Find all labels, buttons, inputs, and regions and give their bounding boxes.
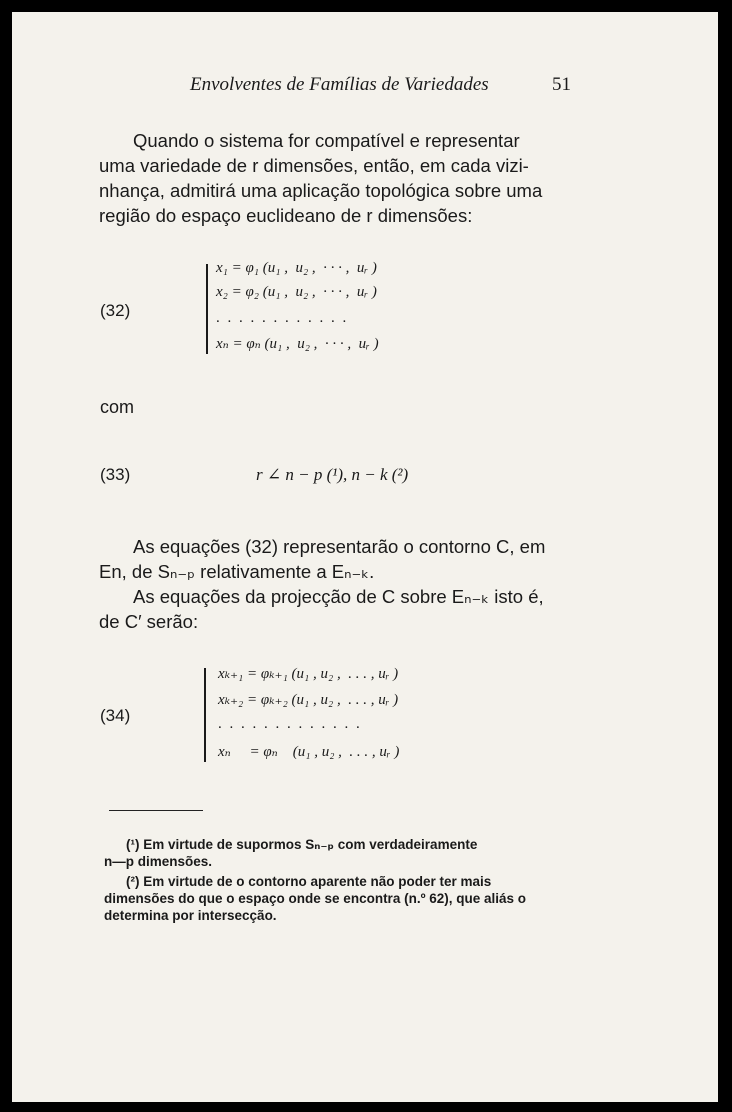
paragraph-2-line: As equações (32) representarão o contorno C, em <box>133 536 546 557</box>
equation-32-system <box>206 260 446 360</box>
equation-row: x₁ = φ₁ (u₁ , u₂ , · · · , uᵣ ) <box>216 260 377 276</box>
equation-32-number: (32) <box>100 301 131 320</box>
paragraph-1-line: uma variedade de r dimensões, então, em cada vizi- <box>99 155 529 176</box>
footnote-2 <box>104 873 578 924</box>
equation-row: xₙ = φₙ (u₁ , u₂ , . . . , uᵣ ) <box>218 744 400 760</box>
paragraph-1-line: nhança, admitirá uma aplicação topológica sobre uma <box>99 180 543 201</box>
equation-32-brace <box>206 264 208 354</box>
footnote-line: n—p dimensões. <box>104 854 213 869</box>
paragraph-2-line: En, de Sₙ₋ₚ relativamente a Eₙ₋ₖ. <box>99 561 375 582</box>
book-page <box>12 12 718 1102</box>
equation-row: x₂ = φ₂ (u₁ , u₂ , · · · , uᵣ ) <box>216 284 377 300</box>
equation-33-number: (33) <box>100 465 131 484</box>
paragraph-2 <box>99 534 591 634</box>
paragraph-1-line: Quando o sistema for compatível e representar <box>133 130 520 151</box>
equation-row: xₖ₊₂ = φₖ₊₂ (u₁ , u₂ , . . . , uᵣ ) <box>218 692 399 708</box>
running-header-title: Envolventes de Famílias de Variedades <box>190 74 489 95</box>
paragraph-1-line: região do espaço euclideano de r dimensões: <box>99 205 473 226</box>
equation-34-brace <box>204 668 206 762</box>
footnote-line: (¹) Em virtude de supormos Sₙ₋ₚ com verdadeiramente <box>126 837 478 852</box>
footnote-line: determina por intersecção. <box>104 908 277 923</box>
page-number: 51 <box>552 74 571 95</box>
equation-33-expression: r ∠ n − p (¹), n − k (²) <box>256 465 409 484</box>
connector-word: com <box>100 397 135 417</box>
footnote-separator <box>109 810 203 811</box>
equation-34-system <box>204 664 474 768</box>
paragraph-1 <box>99 128 591 228</box>
footnote-1 <box>104 836 578 870</box>
footnote-line: (²) Em virtude de o contorno aparente não poder ter mais <box>126 874 492 889</box>
footnote-line: dimensões do que o espaço onde se encontra (n.º 62), que aliás o <box>104 891 527 906</box>
paragraph-2-line: de C′ serão: <box>99 611 199 632</box>
equation-34-number: (34) <box>100 706 131 725</box>
equation-row: xₖ₊₁ = φₖ₊₁ (u₁ , u₂ , . . . , uᵣ ) <box>218 666 399 682</box>
equation-row-ellipsis: . . . . . . . . . . . . . <box>218 716 362 732</box>
equation-row-ellipsis: . . . . . . . . . . . . <box>216 310 349 326</box>
paragraph-2-line: As equações da projecção de C sobre Eₙ₋ₖ isto é, <box>133 586 544 607</box>
equation-row: xₙ = φₙ (u₁ , u₂ , · · · , uᵣ ) <box>216 336 379 352</box>
